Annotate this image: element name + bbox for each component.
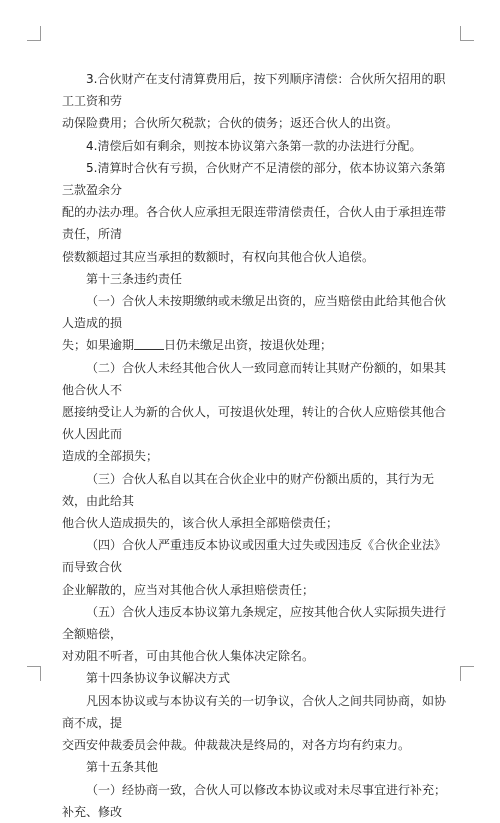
article-13-item-2: （二）合伙人未经其他合伙人一致同意而转让其财产份额的，如果其他合伙人不 愿接纳受让人为新的合伙人，可按退伙处理，转让的合伙人应赔偿其他合伙人因此而 造成的全部损失； [62,360,447,464]
article-15-item-1: （一）经协商一致，合伙人可以修改本协议或对未尽事宜进行补充；补充、修改 [62,782,447,819]
article-13-item-4: （四）合伙人严重违反本协议或因重大过失或因违反《合伙企业法》而导致合伙 企业解散的，应当对其他合伙人承担赔偿责任； [62,538,447,597]
article-13-item-3: （三）合伙人私自以其在合伙企业中的财产份额出质的，其行为无效，由此给其 他合伙人造成损失的，该合伙人承担全部赔偿责任； [62,471,435,531]
fill-in-blank [134,338,164,350]
article-14-body: 凡因本协议或与本协议有关的一切争议，合伙人之间共同协商，如协商不成，提 交西安仲裁委员会仲裁。仲裁裁决是终局的，对各方均有约束力。 [62,693,447,753]
clause-12-item-5: 5.清算时合伙有亏损，合伙财产不足清偿的部分，依本协议第六条第三款盈余分 配的办法办理。各合伙人应承担无限连带清偿责任，合伙人由于承担连带责任，所清 偿数额超过其应当承担的数额时，有权向其他合伙人追偿。 [62,160,447,264]
article-14-heading: 第十四条协议争议解决方式 [86,671,231,686]
article-13-item-1: （一）合伙人未按期缴纳或未缴足出资的，应当赔偿由此给其他合伙人造成的损 失；如果逾期 日仍未缴足出资，按退伙处理； [62,294,447,353]
article-13-heading: 第十三条违约责任 [86,271,183,286]
article-13-item-5: （五）合伙人违反本协议第九条规定，应按其他合伙人实际损失进行全额赔偿， 对劝阻不听者，可由其他合伙人集体决定除名。 [62,604,447,664]
clause-12-item-4: 4.清偿后如有剩余，则按本协议第六条第一款的办法进行分配。 [86,138,422,153]
article-15-heading: 第十五条其他 [86,760,159,775]
clause-12-item-3: 3.合伙财产在支付清算费用后，按下列顺序清偿：合伙所欠招用的职工工资和劳 动保险费用；合伙所欠税款；合伙的债务；返还合伙人的出资。 [62,72,446,131]
document-body [62,68,447,823]
